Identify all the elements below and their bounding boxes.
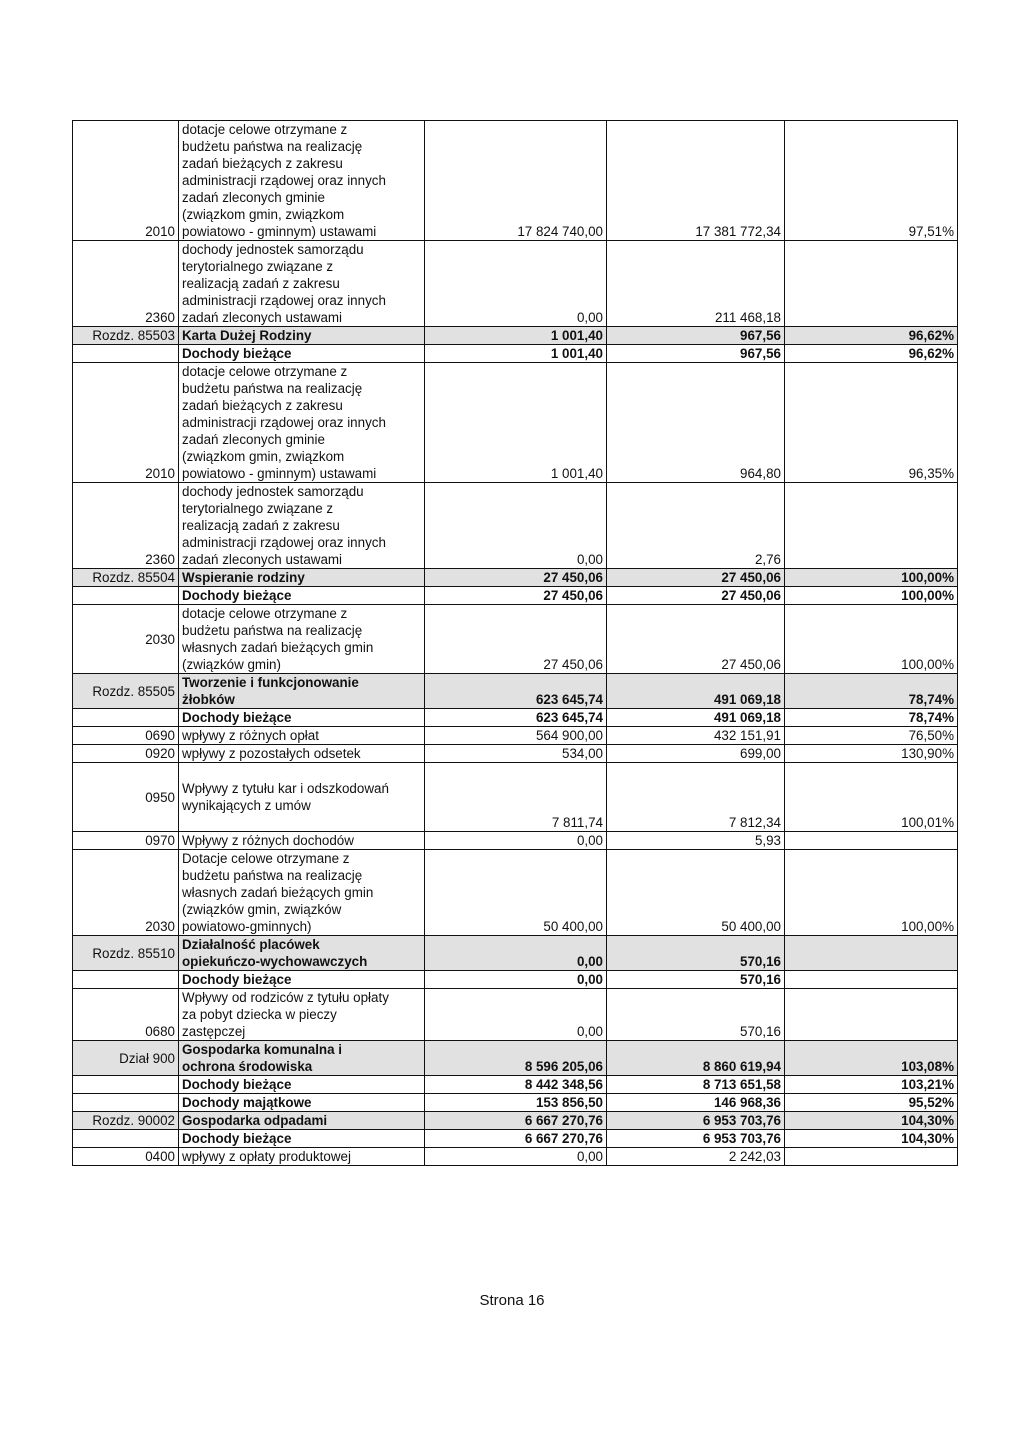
row-code <box>73 971 179 989</box>
plan-amount: 0,00 <box>425 971 607 989</box>
table-row <box>73 832 958 850</box>
row-description <box>179 241 425 327</box>
executed-amount: 27 450,06 <box>607 569 785 587</box>
description-line: wpływy z różnych opłat <box>182 728 319 743</box>
plan-amount: 1 001,40 <box>425 345 607 363</box>
description-line: powiatowo-gminnych) <box>182 919 312 934</box>
description-line: Dotacje celowe otrzymane z <box>182 851 350 866</box>
description-line: administracji rządowej oraz innych <box>182 293 386 308</box>
executed-amount: 146 968,36 <box>607 1094 785 1112</box>
plan-amount: 1 001,40 <box>425 363 607 483</box>
row-description <box>179 709 425 727</box>
row-code: 0920 <box>73 745 179 763</box>
row-code: 0690 <box>73 727 179 745</box>
row-description <box>179 727 425 745</box>
plan-amount: 8 442 348,56 <box>425 1076 607 1094</box>
row-code: 2010 <box>73 121 179 241</box>
description-line: opiekuńczo-wychowawczych <box>182 954 368 969</box>
description-line: zadań zleconych ustawami <box>182 552 343 567</box>
execution-percent: 97,51% <box>785 121 958 241</box>
table-row <box>73 763 958 832</box>
row-code <box>73 587 179 605</box>
row-code: 0400 <box>73 1148 179 1166</box>
description-line: dochody jednostek samorządu <box>182 242 364 257</box>
row-code <box>73 345 179 363</box>
budget-income-table <box>72 120 958 1166</box>
description-line: Wpływy od rodziców z tytułu opłaty <box>182 990 389 1005</box>
table-row <box>73 121 958 241</box>
executed-amount: 570,16 <box>607 936 785 971</box>
executed-amount: 17 381 772,34 <box>607 121 785 241</box>
execution-percent: 103,21% <box>785 1076 958 1094</box>
row-description <box>179 1130 425 1148</box>
description-line: własnych zadań bieżących gmin <box>182 885 374 900</box>
table-row <box>73 587 958 605</box>
row-description <box>179 745 425 763</box>
execution-percent: 100,00% <box>785 587 958 605</box>
description-line: Dochody bieżące <box>182 972 292 987</box>
row-code: Rozdz. 90002 <box>73 1112 179 1130</box>
execution-percent <box>785 1148 958 1166</box>
table-row <box>73 1130 958 1148</box>
description-line: budżetu państwa na realizację <box>182 868 363 883</box>
execution-percent: 100,00% <box>785 569 958 587</box>
table-row <box>73 989 958 1041</box>
description-line: (związków gmin) <box>182 657 281 672</box>
row-description <box>179 483 425 569</box>
description-line: powiatowo - gminnym) ustawami <box>182 466 377 481</box>
page-number: Strona 16 <box>479 1292 545 1309</box>
executed-amount: 491 069,18 <box>607 674 785 709</box>
row-code: 0970 <box>73 832 179 850</box>
row-description <box>179 832 425 850</box>
row-description <box>179 121 425 241</box>
execution-percent <box>785 241 958 327</box>
executed-amount: 967,56 <box>607 345 785 363</box>
executed-amount: 432 151,91 <box>607 727 785 745</box>
row-code: 0680 <box>73 989 179 1041</box>
description-line: budżetu państwa na realizację <box>182 139 363 154</box>
description-line: dotacje celowe otrzymane z <box>182 364 348 379</box>
execution-percent: 100,00% <box>785 850 958 936</box>
row-code <box>73 1130 179 1148</box>
execution-percent: 103,08% <box>785 1041 958 1076</box>
description-line: (związkom gmin, związkom <box>182 207 345 222</box>
executed-amount: 967,56 <box>607 327 785 345</box>
executed-amount: 699,00 <box>607 745 785 763</box>
plan-amount: 534,00 <box>425 745 607 763</box>
description-line: wynikających z umów <box>182 798 311 813</box>
description-line: Działalność placówek <box>182 937 320 952</box>
plan-amount: 17 824 740,00 <box>425 121 607 241</box>
row-code: 2360 <box>73 241 179 327</box>
row-code: Rozdz. 85505 <box>73 674 179 709</box>
execution-percent: 96,35% <box>785 363 958 483</box>
description-line: powiatowo - gminnym) ustawami <box>182 224 377 239</box>
plan-amount: 8 596 205,06 <box>425 1041 607 1076</box>
description-line: Dochody bieżące <box>182 1077 292 1092</box>
execution-percent: 100,00% <box>785 605 958 674</box>
row-code: 2030 <box>73 605 179 674</box>
table-row <box>73 971 958 989</box>
description-line: administracji rządowej oraz innych <box>182 535 386 550</box>
table-row <box>73 745 958 763</box>
plan-amount: 153 856,50 <box>425 1094 607 1112</box>
executed-amount: 27 450,06 <box>607 587 785 605</box>
row-description <box>179 1094 425 1112</box>
execution-percent: 76,50% <box>785 727 958 745</box>
description-line: Dochody majątkowe <box>182 1095 312 1110</box>
description-line: Wspieranie rodziny <box>182 570 305 585</box>
executed-amount: 27 450,06 <box>607 605 785 674</box>
execution-percent: 104,30% <box>785 1130 958 1148</box>
description-line: ochrona środowiska <box>182 1059 313 1074</box>
table-row <box>73 1076 958 1094</box>
row-code: Rozdz. 85503 <box>73 327 179 345</box>
plan-amount: 27 450,06 <box>425 587 607 605</box>
plan-amount: 6 667 270,76 <box>425 1112 607 1130</box>
description-line: dotacje celowe otrzymane z <box>182 606 348 621</box>
description-line: wpływy z pozostałych odsetek <box>182 746 361 761</box>
executed-amount: 50 400,00 <box>607 850 785 936</box>
executed-amount: 2 242,03 <box>607 1148 785 1166</box>
executed-amount: 2,76 <box>607 483 785 569</box>
description-line: administracji rządowej oraz innych <box>182 173 386 188</box>
table-row <box>73 1094 958 1112</box>
table-row <box>73 483 958 569</box>
description-line <box>182 814 421 831</box>
execution-percent: 78,74% <box>785 709 958 727</box>
executed-amount: 570,16 <box>607 971 785 989</box>
execution-percent: 100,01% <box>785 763 958 832</box>
table-row <box>73 1112 958 1130</box>
plan-amount: 1 001,40 <box>425 327 607 345</box>
executed-amount: 5,93 <box>607 832 785 850</box>
row-code: 0950 <box>73 763 179 832</box>
description-line: realizacją zadań z zakresu <box>182 518 340 533</box>
description-line: realizacją zadań z zakresu <box>182 276 340 291</box>
table-row <box>73 345 958 363</box>
row-description <box>179 674 425 709</box>
plan-amount: 0,00 <box>425 832 607 850</box>
table-row <box>73 605 958 674</box>
description-line: budżetu państwa na realizację <box>182 623 363 638</box>
execution-percent <box>785 989 958 1041</box>
execution-percent: 96,62% <box>785 345 958 363</box>
description-line: zadań zleconych gminie <box>182 432 325 447</box>
table-body <box>73 121 958 1166</box>
description-line: wpływy z opłaty produktowej <box>182 1149 351 1164</box>
description-line: Karta Dużej Rodziny <box>182 328 312 343</box>
row-description <box>179 1112 425 1130</box>
description-line: (związkom gmin, związkom <box>182 449 345 464</box>
description-line: Wpływy z różnych dochodów <box>182 833 354 848</box>
row-description <box>179 605 425 674</box>
description-line: Tworzenie i funkcjonowanie <box>182 675 359 690</box>
row-description <box>179 1076 425 1094</box>
description-line: za pobyt dziecka w pieczy <box>182 1007 337 1022</box>
executed-amount: 964,80 <box>607 363 785 483</box>
executed-amount: 8 713 651,58 <box>607 1076 785 1094</box>
executed-amount: 6 953 703,76 <box>607 1112 785 1130</box>
executed-amount: 491 069,18 <box>607 709 785 727</box>
table-row <box>73 327 958 345</box>
plan-amount: 623 645,74 <box>425 709 607 727</box>
row-description <box>179 763 425 832</box>
row-description <box>179 569 425 587</box>
row-code: 2030 <box>73 850 179 936</box>
execution-percent: 130,90% <box>785 745 958 763</box>
row-code <box>73 1094 179 1112</box>
executed-amount: 7 812,34 <box>607 763 785 832</box>
row-code: Rozdz. 85510 <box>73 936 179 971</box>
execution-percent: 104,30% <box>785 1112 958 1130</box>
row-code <box>73 709 179 727</box>
plan-amount: 6 667 270,76 <box>425 1130 607 1148</box>
table-row <box>73 936 958 971</box>
plan-amount: 0,00 <box>425 483 607 569</box>
executed-amount: 8 860 619,94 <box>607 1041 785 1076</box>
description-line: administracji rządowej oraz innych <box>182 415 386 430</box>
table-row <box>73 241 958 327</box>
table-row <box>73 727 958 745</box>
description-line: terytorialnego związane z <box>182 501 334 516</box>
row-description <box>179 971 425 989</box>
row-code: Rozdz. 85504 <box>73 569 179 587</box>
row-code: Dział 900 <box>73 1041 179 1076</box>
plan-amount: 0,00 <box>425 1148 607 1166</box>
executed-amount: 6 953 703,76 <box>607 1130 785 1148</box>
description-line: zadań bieżących z zakresu <box>182 398 343 413</box>
plan-amount: 0,00 <box>425 936 607 971</box>
execution-percent: 95,52% <box>785 1094 958 1112</box>
description-line: zadań zleconych ustawami <box>182 310 343 325</box>
description-line: Dochody bieżące <box>182 588 292 603</box>
execution-percent: 78,74% <box>785 674 958 709</box>
description-line: (związków gmin, związków <box>182 902 342 917</box>
description-line: budżetu państwa na realizację <box>182 381 363 396</box>
table-row <box>73 1148 958 1166</box>
plan-amount: 623 645,74 <box>425 674 607 709</box>
table-row <box>73 363 958 483</box>
plan-amount: 0,00 <box>425 989 607 1041</box>
description-line: Gospodarka odpadami <box>182 1113 328 1128</box>
execution-percent <box>785 483 958 569</box>
row-description <box>179 989 425 1041</box>
table-row <box>73 569 958 587</box>
description-line: własnych zadań bieżących gmin <box>182 640 374 655</box>
row-description <box>179 1041 425 1076</box>
description-line: dochody jednostek samorządu <box>182 484 364 499</box>
execution-percent: 96,62% <box>785 327 958 345</box>
row-description <box>179 363 425 483</box>
table-row <box>73 674 958 709</box>
row-code: 2010 <box>73 363 179 483</box>
plan-amount: 0,00 <box>425 241 607 327</box>
row-description <box>179 327 425 345</box>
description-line: zadań bieżących z zakresu <box>182 156 343 171</box>
description-line: zastępczej <box>182 1024 246 1039</box>
executed-amount: 570,16 <box>607 989 785 1041</box>
executed-amount: 211 468,18 <box>607 241 785 327</box>
execution-percent <box>785 832 958 850</box>
plan-amount: 7 811,74 <box>425 763 607 832</box>
row-description <box>179 936 425 971</box>
execution-percent <box>785 936 958 971</box>
description-line: Dochody bieżące <box>182 710 292 725</box>
table-row <box>73 850 958 936</box>
description-line: Dochody bieżące <box>182 1131 292 1146</box>
description-line: terytorialnego związane z <box>182 259 334 274</box>
plan-amount: 27 450,06 <box>425 605 607 674</box>
row-code <box>73 1076 179 1094</box>
table-row <box>73 1041 958 1076</box>
plan-amount: 564 900,00 <box>425 727 607 745</box>
description-line <box>182 763 421 780</box>
table-row <box>73 709 958 727</box>
plan-amount: 50 400,00 <box>425 850 607 936</box>
execution-percent <box>785 971 958 989</box>
row-description <box>179 345 425 363</box>
description-line: zadań zleconych gminie <box>182 190 325 205</box>
row-code: 2360 <box>73 483 179 569</box>
description-line: żłobków <box>182 692 235 707</box>
description-line: Dochody bieżące <box>182 346 292 361</box>
row-description <box>179 850 425 936</box>
row-description <box>179 1148 425 1166</box>
description-line: dotacje celowe otrzymane z <box>182 122 348 137</box>
row-description <box>179 587 425 605</box>
description-line: Gospodarka komunalna i <box>182 1042 342 1057</box>
description-line: Wpływy z tytułu kar i odszkodowań <box>182 781 389 796</box>
plan-amount: 27 450,06 <box>425 569 607 587</box>
